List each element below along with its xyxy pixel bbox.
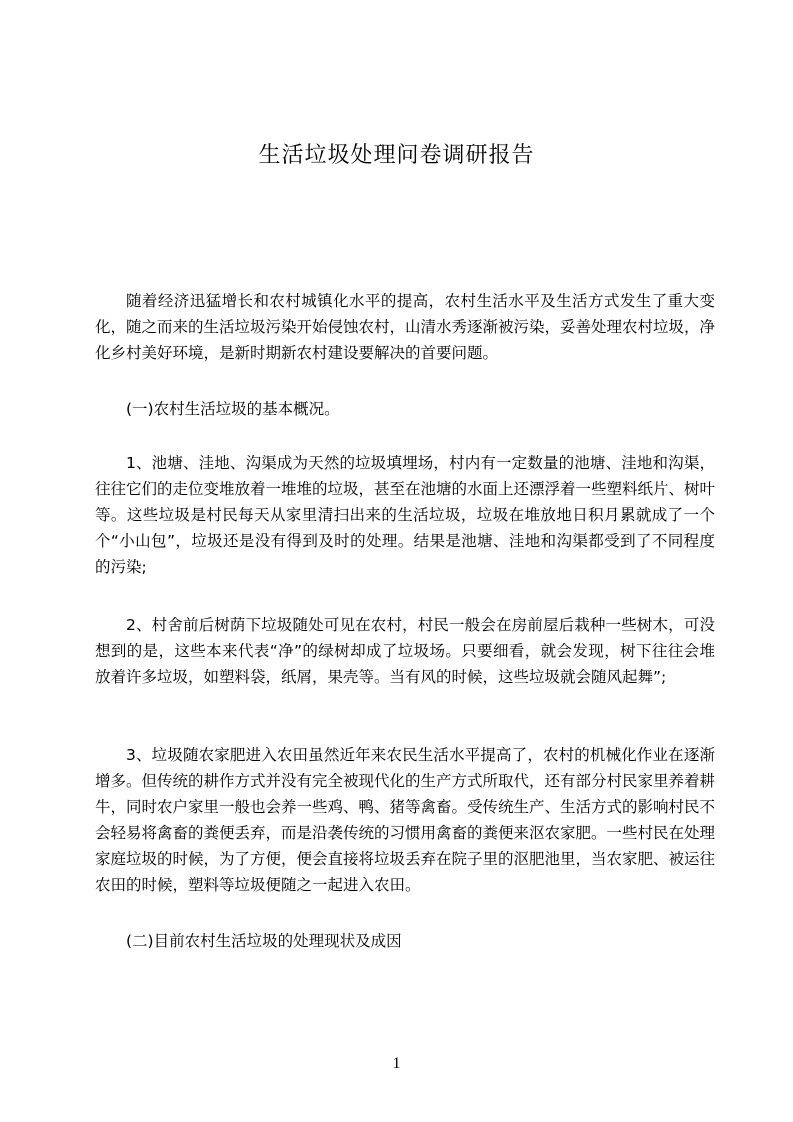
section-heading-1: (一)农村生活垃圾的基本概况。 bbox=[126, 400, 340, 418]
body-paragraph-3: 3、垃圾随农家肥进入农田虽然近年来农民生活水平提高了，农村的机械化作业在逐渐增多。但传统的耕作方式并没有完全被现代化的生产方式所取代，还有部分村民家里养着耕牛，同时农户家里一般也会养一些鸡、鸭、猪等禽畜。受传统生产、生活方式的影响村民不会轻易将禽畜的粪便丢弃，而是沿袭传统的习惯用禽畜的粪便来沤农家肥。一些村民在处理家庭垃圾的时候，为了方便，便会直接将垃圾丢弃在院子里的沤肥池里，当农家肥、被运往农田的时候，塑料等垃圾便随之一起进入农田。 bbox=[95, 746, 716, 894]
section-heading-2: (二)目前农村生活垃圾的处理现状及成因 bbox=[126, 932, 402, 950]
body-paragraph-2: 2、村舍前后树荫下垃圾随处可见在农村，村民一般会在房前屋后栽种一些树木，可没想到的是，这些本来代表“净”的绿树却成了垃圾场。只要细看，就会发现，树下往往会堆放着许多垃圾，如塑料袋，纸屑，果壳等。当有风的时候，这些垃圾就会随风起舞”; bbox=[95, 616, 715, 686]
page-number: 1 bbox=[392, 1055, 401, 1072]
body-paragraph-1: 1、池塘、洼地、沟渠成为天然的垃圾填埋场，村内有一定数量的池塘、洼地和沟渠，往往它们的走位变堆放着一堆堆的垃圾，甚至在池塘的水面上还漂浮着一些塑料纸片、树叶等。这些垃圾是村民每天从家里清扫出来的生活垃圾，垃圾在堆放地日积月累就成了一个个“小山包”，垃圾还是没有得到及时的处理。结果是池塘、洼地和沟渠都受到了不同程度的污染; bbox=[95, 454, 716, 576]
document-title: 生活垃圾处理问卷调研报告 bbox=[258, 143, 535, 168]
intro-paragraph: 随着经济迅猛增长和农村城镇化水平的提高，农村生活水平及生活方式发生了重大变化，随之而来的生活垃圾污染开始侵蚀农村，山清水秀逐渐被污染，妥善处理农村垃圾，净化乡村美好环境，是新时期新农村建设要解决的首要问题。 bbox=[95, 292, 716, 362]
